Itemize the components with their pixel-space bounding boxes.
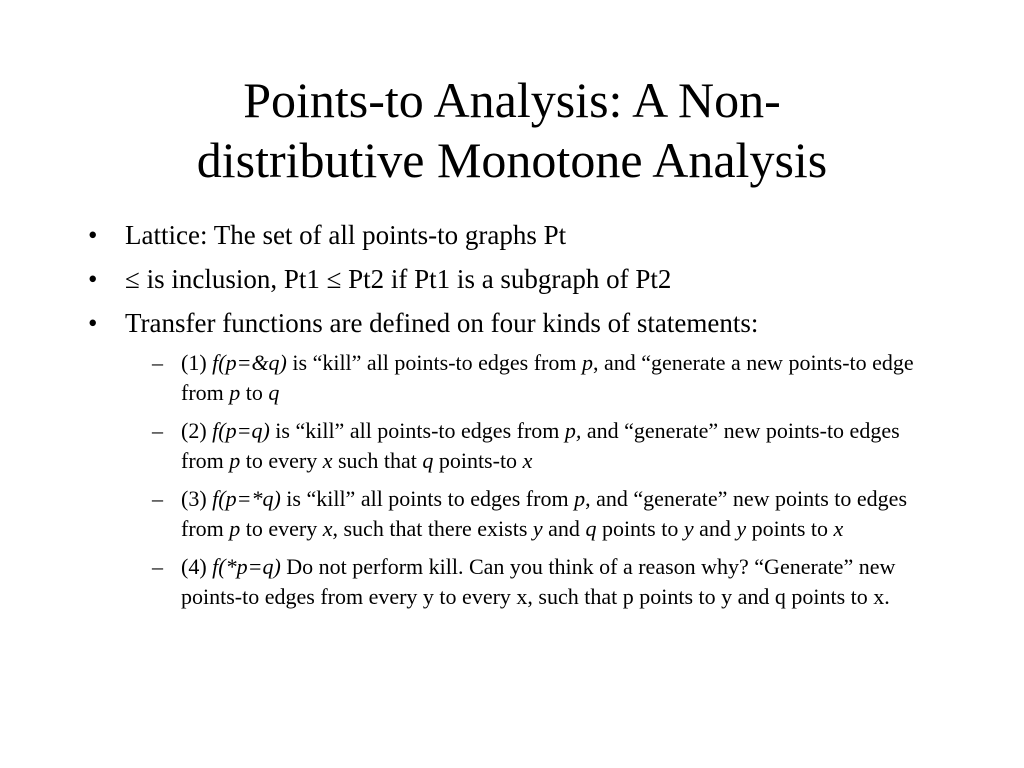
dash-mark: – — [152, 350, 163, 375]
dash-mark: – — [152, 418, 163, 443]
sub-text: to every — [240, 448, 323, 473]
var-x: x — [833, 516, 844, 541]
sub-text: is “kill” all points to edges from — [280, 486, 575, 511]
bullet-mark: • — [88, 220, 98, 250]
var-p: p — [229, 516, 241, 541]
sub-text: Do not perform kill. Can you think of a reason why? “Generate” new points-to edges from every y to every x, such that p points to y and q points to x. — [181, 554, 896, 609]
var-p: p — [229, 448, 241, 473]
bullet-inclusion — [88, 262, 988, 296]
sub-bullet-store — [135, 552, 921, 612]
bullet-list — [88, 218, 988, 622]
sub-text: such that — [332, 448, 423, 473]
sub-text: and — [693, 516, 737, 541]
bullet-mark: • — [88, 308, 98, 338]
var-p: p, — [564, 418, 582, 443]
sub-num: (3) — [181, 486, 213, 511]
sub-text: and “generate” new points-to edges from — [181, 418, 900, 473]
sub-num: (1) — [181, 350, 213, 375]
var-x: x — [522, 448, 533, 473]
sub-num: (4) — [181, 554, 213, 579]
bullet-text: Lattice: The set of all points-to graphs Pt — [125, 220, 567, 250]
var-p: p — [582, 350, 593, 375]
sub-bullet-copy — [135, 416, 921, 476]
bullet-text: Transfer functions are defined on four kinds of statements: — [125, 308, 759, 338]
title-line-2: distributive Monotone Analysis — [196, 132, 828, 188]
var-q: q — [422, 448, 434, 473]
transfer-function: f(p=&q) — [212, 350, 287, 375]
var-y: y — [736, 516, 747, 541]
sub-text: is “kill” all points-to edges from — [269, 418, 565, 443]
var-x: x — [322, 448, 333, 473]
dash-mark: – — [152, 554, 163, 579]
transfer-function: f(p=*q) — [212, 486, 281, 511]
sub-bullet-address-of — [135, 348, 921, 408]
sub-text: and — [542, 516, 586, 541]
dash-mark: – — [152, 486, 163, 511]
var-p: p — [229, 380, 241, 405]
bullet-lattice — [88, 218, 988, 252]
sub-text: points to — [746, 516, 834, 541]
sub-bullet-load — [135, 484, 921, 544]
sub-num: (2) — [181, 418, 213, 443]
var-q: q — [585, 516, 597, 541]
var-p: p — [574, 486, 586, 511]
transfer-function: f(p=q) — [212, 418, 270, 443]
sub-text: to — [240, 380, 269, 405]
sub-text: points to — [596, 516, 684, 541]
var-x: x — [322, 516, 333, 541]
transfer-function: f(*p=q) — [212, 554, 281, 579]
bullet-text: ≤ is inclusion, Pt1 ≤ Pt2 if Pt1 is a subgraph of Pt2 — [125, 264, 672, 294]
sub-text: to every — [240, 516, 323, 541]
var-q: q — [268, 380, 280, 405]
slide-title — [60, 70, 964, 190]
sub-text: is “kill” all points-to edges from — [286, 350, 582, 375]
title-line-1: Points-to Analysis: A Non- — [243, 72, 781, 128]
var-y: y — [683, 516, 694, 541]
sub-bullet-list — [125, 348, 988, 612]
bullet-transfer-functions — [88, 306, 988, 612]
sub-text: points-to — [433, 448, 523, 473]
sub-text: , such that there exists — [332, 516, 533, 541]
var-y: y — [532, 516, 543, 541]
sub-text: , and “generate” new points to edges from — [181, 486, 908, 541]
bullet-mark: • — [88, 264, 98, 294]
sub-text: , and “generate a new points-to edge from — [181, 350, 914, 405]
